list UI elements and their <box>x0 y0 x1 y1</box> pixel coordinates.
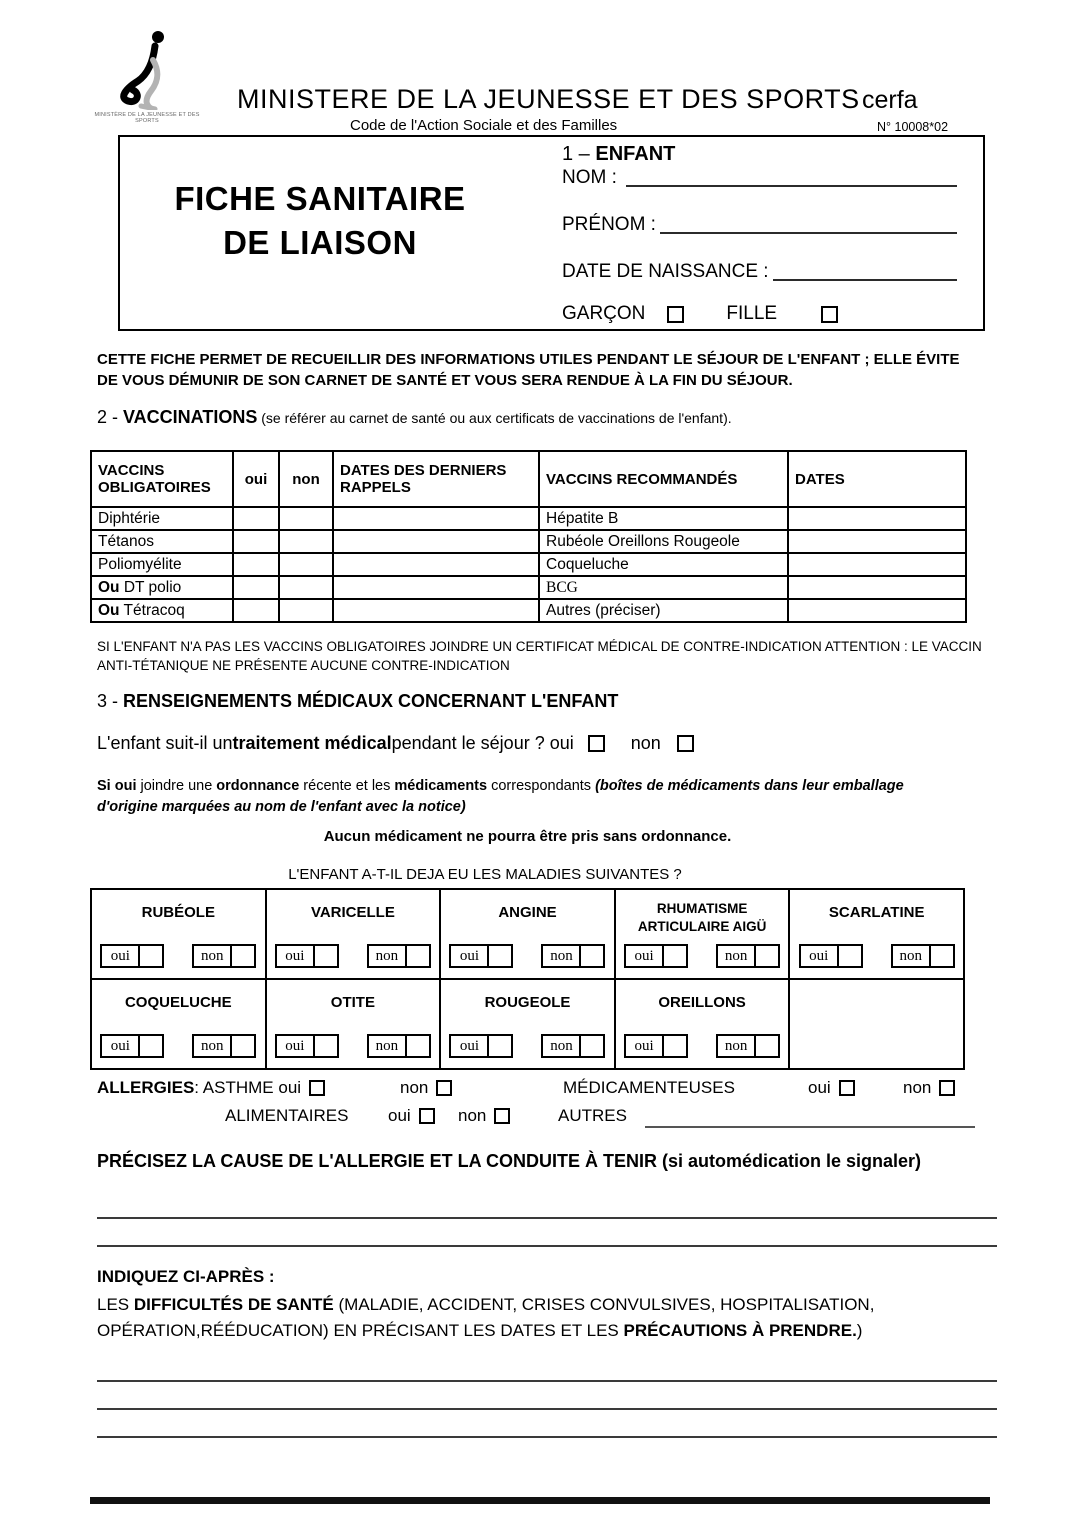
vaccin-recommande-label: Hépatite B <box>539 507 788 530</box>
nom-label: NOM : <box>562 167 623 188</box>
section-3-number: 3 - <box>97 691 124 711</box>
non-box: non <box>541 1034 605 1058</box>
oui-box: oui <box>275 944 339 968</box>
write-line[interactable] <box>97 1216 997 1219</box>
maladie-cell-empty <box>789 979 964 1069</box>
sexe-row <box>562 303 838 325</box>
section-1-heading <box>562 143 675 166</box>
oui-cell[interactable] <box>233 530 279 553</box>
non-checkbox[interactable] <box>407 1036 429 1056</box>
write-line[interactable] <box>97 1379 997 1382</box>
asthme-non-checkbox[interactable] <box>436 1080 452 1096</box>
oui-checkbox[interactable] <box>140 1036 162 1056</box>
col-dates: DATES <box>788 451 966 507</box>
section-3-title: RENSEIGNEMENTS MÉDICAUX CONCERNANT L'ENFANT <box>123 691 619 711</box>
table-row <box>91 889 964 979</box>
vaccin-recommande-label: Coqueluche <box>539 553 788 576</box>
vaccin-recommande-label: Rubéole Oreillons Rougeole <box>539 530 788 553</box>
vaccin-recommande-label: BCG <box>539 576 788 599</box>
indiquez-heading: INDIQUEZ CI-APRÈS : <box>97 1267 275 1286</box>
oui-box: oui <box>449 1034 513 1058</box>
oui-checkbox[interactable] <box>839 946 861 966</box>
oui-box: oui <box>275 1034 339 1058</box>
page-title-line1: FICHE SANITAIRE <box>174 180 466 217</box>
oui-box: oui <box>799 944 863 968</box>
table-row <box>91 530 966 553</box>
non-box: non <box>367 1034 431 1058</box>
non-cell[interactable] <box>279 599 333 622</box>
section-2-note: (se référer au carnet de santé ou aux certificats de vaccinations de l'enfant). <box>257 410 732 426</box>
vaccin-recommande-label: Autres (préciser) <box>539 599 788 622</box>
non-checkbox[interactable] <box>756 946 778 966</box>
section-2-title: VACCINATIONS <box>123 407 258 427</box>
non-checkbox[interactable] <box>581 1036 603 1056</box>
medicamenteuses-non: non <box>903 1078 955 1098</box>
oui-box: oui <box>449 944 513 968</box>
oui-cell[interactable] <box>233 576 279 599</box>
intro-paragraph: CETTE FICHE PERMET DE RECUEILLIR DES INFORMATIONS UTILES PENDANT LE SÉJOUR DE L'ENFANT ; ELLE ÉVITE DE VOUS DÉMUNIR DE SON CARNET DE SANTÉ ET VOUS SERA RENDUE À LA FIN DU SÉJOUR. <box>97 351 960 389</box>
oui-checkbox[interactable] <box>664 1036 686 1056</box>
nom-field-row <box>562 167 957 189</box>
maladie-cell-rhumatisme: RHUMATISME ARTICULAIRE AIGÜ oui non <box>615 889 790 979</box>
date-cell[interactable] <box>788 599 966 622</box>
oui-checkbox[interactable] <box>489 1036 511 1056</box>
maladie-cell-otite: OTITE oui non <box>266 979 441 1069</box>
cerfa-label: cerfa <box>862 86 918 114</box>
naissance-field-row <box>562 261 957 283</box>
treatment-question: L'enfant suit-il un traitement médical pendant le séjour ? oui non <box>97 733 694 754</box>
allergies-label: ALLERGIES <box>97 1078 195 1097</box>
col-oui: oui <box>233 451 279 507</box>
garcon-checkbox[interactable] <box>667 306 684 323</box>
section-3-heading <box>97 691 618 712</box>
oui-box: oui <box>100 1034 164 1058</box>
non-checkbox[interactable] <box>581 946 603 966</box>
non-box: non <box>192 944 256 968</box>
vaccination-warning: SI L'ENFANT N'A PAS LES VACCINS OBLIGATOIRES JOINDRE UN CERTIFICAT MÉDICAL DE CONTRE-INDICATION ATTENTION : LE VACCIN ANTI-TÉTANIQUE NE PRÉSENTE AUCUNE CONTRE-INDICATION <box>97 639 982 673</box>
ministry-title: MINISTERE DE LA JEUNESSE ET DES SPORTS <box>237 84 860 114</box>
no-medication-notice: Aucun médicament ne pourra être pris sans ordonnance. <box>323 828 732 845</box>
naissance-input-line[interactable] <box>773 279 957 281</box>
table-row <box>91 507 966 530</box>
non-checkbox[interactable] <box>931 946 953 966</box>
write-line[interactable] <box>97 1407 997 1410</box>
non-box: non <box>367 944 431 968</box>
non-checkbox[interactable] <box>232 946 254 966</box>
vaccin-obligatoire-label: Ou DT polio <box>91 576 233 599</box>
date-cell[interactable] <box>788 553 966 576</box>
enfant-box <box>118 135 985 331</box>
vaccin-prefix: Ou <box>98 578 120 596</box>
date-cell[interactable] <box>788 507 966 530</box>
medicamenteuses-oui: oui <box>808 1078 855 1098</box>
vaccin-obligatoire-label: Poliomyélite <box>91 553 233 576</box>
col-vaccins-recommandes: VACCINS RECOMMANDÉS <box>539 451 788 507</box>
ministry-logo-icon <box>95 30 195 110</box>
oui-cell[interactable] <box>233 507 279 530</box>
maladie-cell-angine: ANGINE oui non <box>440 889 615 979</box>
alimentaires-oui: oui <box>388 1106 435 1126</box>
non-cell[interactable] <box>279 576 333 599</box>
alimentaires-label: ALIMENTAIRES <box>225 1106 349 1125</box>
asthme-oui-checkbox[interactable] <box>309 1080 325 1096</box>
write-line[interactable] <box>97 1435 997 1438</box>
traitement-oui-checkbox[interactable] <box>588 735 605 752</box>
date-cell[interactable] <box>788 576 966 599</box>
medicamenteuses-non-checkbox[interactable] <box>939 1080 955 1096</box>
non-cell[interactable] <box>279 530 333 553</box>
precisez-heading: PRÉCISEZ LA CAUSE DE L'ALLERGIE ET LA CONDUITE À TENIR (si automédication le signaler) <box>97 1151 922 1171</box>
oui-checkbox[interactable] <box>315 946 337 966</box>
prenom-input-line[interactable] <box>660 232 957 234</box>
maladie-cell-oreillons: OREILLONS oui non <box>615 979 790 1069</box>
maladie-cell-rubeole: RUBÉOLE oui non <box>91 889 266 979</box>
rappel-date-cell[interactable] <box>333 530 539 553</box>
non-checkbox[interactable] <box>407 946 429 966</box>
prenom-field-row <box>562 214 957 236</box>
form-number: N° 10008*02 <box>877 120 949 134</box>
autres-input-line[interactable] <box>645 1110 975 1128</box>
rappel-date-cell[interactable] <box>333 507 539 530</box>
oui-box: oui <box>100 944 164 968</box>
maladie-cell-scarlatine: SCARLATINE oui non <box>789 889 964 979</box>
section-1-title: ENFANT <box>595 143 676 165</box>
maladie-cell-varicelle: VARICELLE oui non <box>266 889 441 979</box>
non-box: non <box>192 1034 256 1058</box>
si-oui-paragraph: Si oui joindre une ordonnance récente et les médicaments correspondants (boîtes de médicaments dans leur emballage d'origine marquées au nom de l'enfant avec la notice) <box>97 778 904 815</box>
vaccinations-header-row <box>91 451 966 507</box>
medicamenteuses-label: MÉDICAMENTEUSES <box>563 1078 735 1097</box>
traitement-non-checkbox[interactable] <box>677 735 694 752</box>
maladie-cell-coqueluche: COQUELUCHE oui non <box>91 979 266 1069</box>
col-dates-rappels: DATES DES DERNIERS RAPPELS <box>333 451 539 507</box>
vaccin-prefix: Ou <box>98 601 120 619</box>
bottom-rule <box>90 1497 990 1504</box>
non-cell[interactable] <box>279 553 333 576</box>
allergies-line1-left: ALLERGIES : ASTHME oui <box>97 1078 325 1098</box>
col-vaccins-obligatoires: VACCINS OBLIGATOIRES <box>91 451 233 507</box>
non-box: non <box>541 944 605 968</box>
vaccin-obligatoire-label: Tétanos <box>91 530 233 553</box>
naissance-label: DATE DE NAISSANCE : <box>562 261 769 282</box>
non-checkbox[interactable] <box>756 1036 778 1056</box>
garcon-label: GARÇON <box>562 303 646 324</box>
maladies-question: L'ENFANT A-T-IL DEJA EU LES MALADIES SUIVANTES ? <box>288 866 682 883</box>
oui-cell[interactable] <box>233 553 279 576</box>
alimentaires-non: non <box>458 1106 510 1126</box>
page-title <box>145 177 495 265</box>
nom-input-line[interactable] <box>626 185 957 187</box>
oui-box: oui <box>624 944 688 968</box>
non-checkbox[interactable] <box>232 1036 254 1056</box>
section-1-number: 1 – <box>562 143 596 165</box>
fille-label: FILLE <box>726 303 778 324</box>
non-box: non <box>891 944 955 968</box>
alimentaires-non-checkbox[interactable] <box>494 1108 510 1124</box>
vaccin-obligatoire-label: Diphtérie <box>91 507 233 530</box>
table-row <box>91 979 964 1069</box>
vaccin-obligatoire-label: Ou Tétracoq <box>91 599 233 622</box>
section-2-heading <box>97 407 732 428</box>
rappel-date-cell[interactable] <box>333 553 539 576</box>
oui-checkbox[interactable] <box>489 946 511 966</box>
page-title-line2: DE LIAISON <box>223 224 417 261</box>
oui-box: oui <box>624 1034 688 1058</box>
section-2-number: 2 - <box>97 407 124 427</box>
oui-cell[interactable] <box>233 599 279 622</box>
non-box: non <box>716 944 780 968</box>
oui-checkbox[interactable] <box>315 1036 337 1056</box>
col-non: non <box>279 451 333 507</box>
oui-checkbox[interactable] <box>140 946 162 966</box>
table-row <box>91 599 966 622</box>
prenom-label: PRÉNOM : <box>562 214 656 235</box>
vaccinations-table <box>90 450 967 623</box>
oui-checkbox[interactable] <box>664 946 686 966</box>
indiquez-paragraph: LES DIFFICULTÉS DE SANTÉ (MALADIE, ACCIDENT, CRISES CONVULSIVES, HOSPITALISATION, OPÉRATION,RÉÉDUCATION) EN PRÉCISANT LES DATES ET LES PRÉCAUTIONS À PRENDRE.) <box>97 1295 875 1340</box>
alimentaires-oui-checkbox[interactable] <box>419 1108 435 1124</box>
write-line[interactable] <box>97 1244 997 1247</box>
autres-label: AUTRES <box>558 1106 627 1125</box>
maladies-table <box>90 888 965 1070</box>
rappel-date-cell[interactable] <box>333 576 539 599</box>
table-row <box>91 553 966 576</box>
maladie-cell-rougeole: ROUGEOLE oui non <box>440 979 615 1069</box>
code-subtitle: Code de l'Action Sociale et des Familles <box>350 117 618 134</box>
table-row <box>91 576 966 599</box>
fille-checkbox[interactable] <box>821 306 838 323</box>
non-box: non <box>716 1034 780 1058</box>
date-cell[interactable] <box>788 530 966 553</box>
non-cell[interactable] <box>279 507 333 530</box>
logo-caption: MINISTÈRE DE LA JEUNESSE ET DES SPORTS <box>94 112 200 124</box>
rappel-date-cell[interactable] <box>333 599 539 622</box>
medicamenteuses-oui-checkbox[interactable] <box>839 1080 855 1096</box>
asthme-non: non <box>400 1078 452 1098</box>
